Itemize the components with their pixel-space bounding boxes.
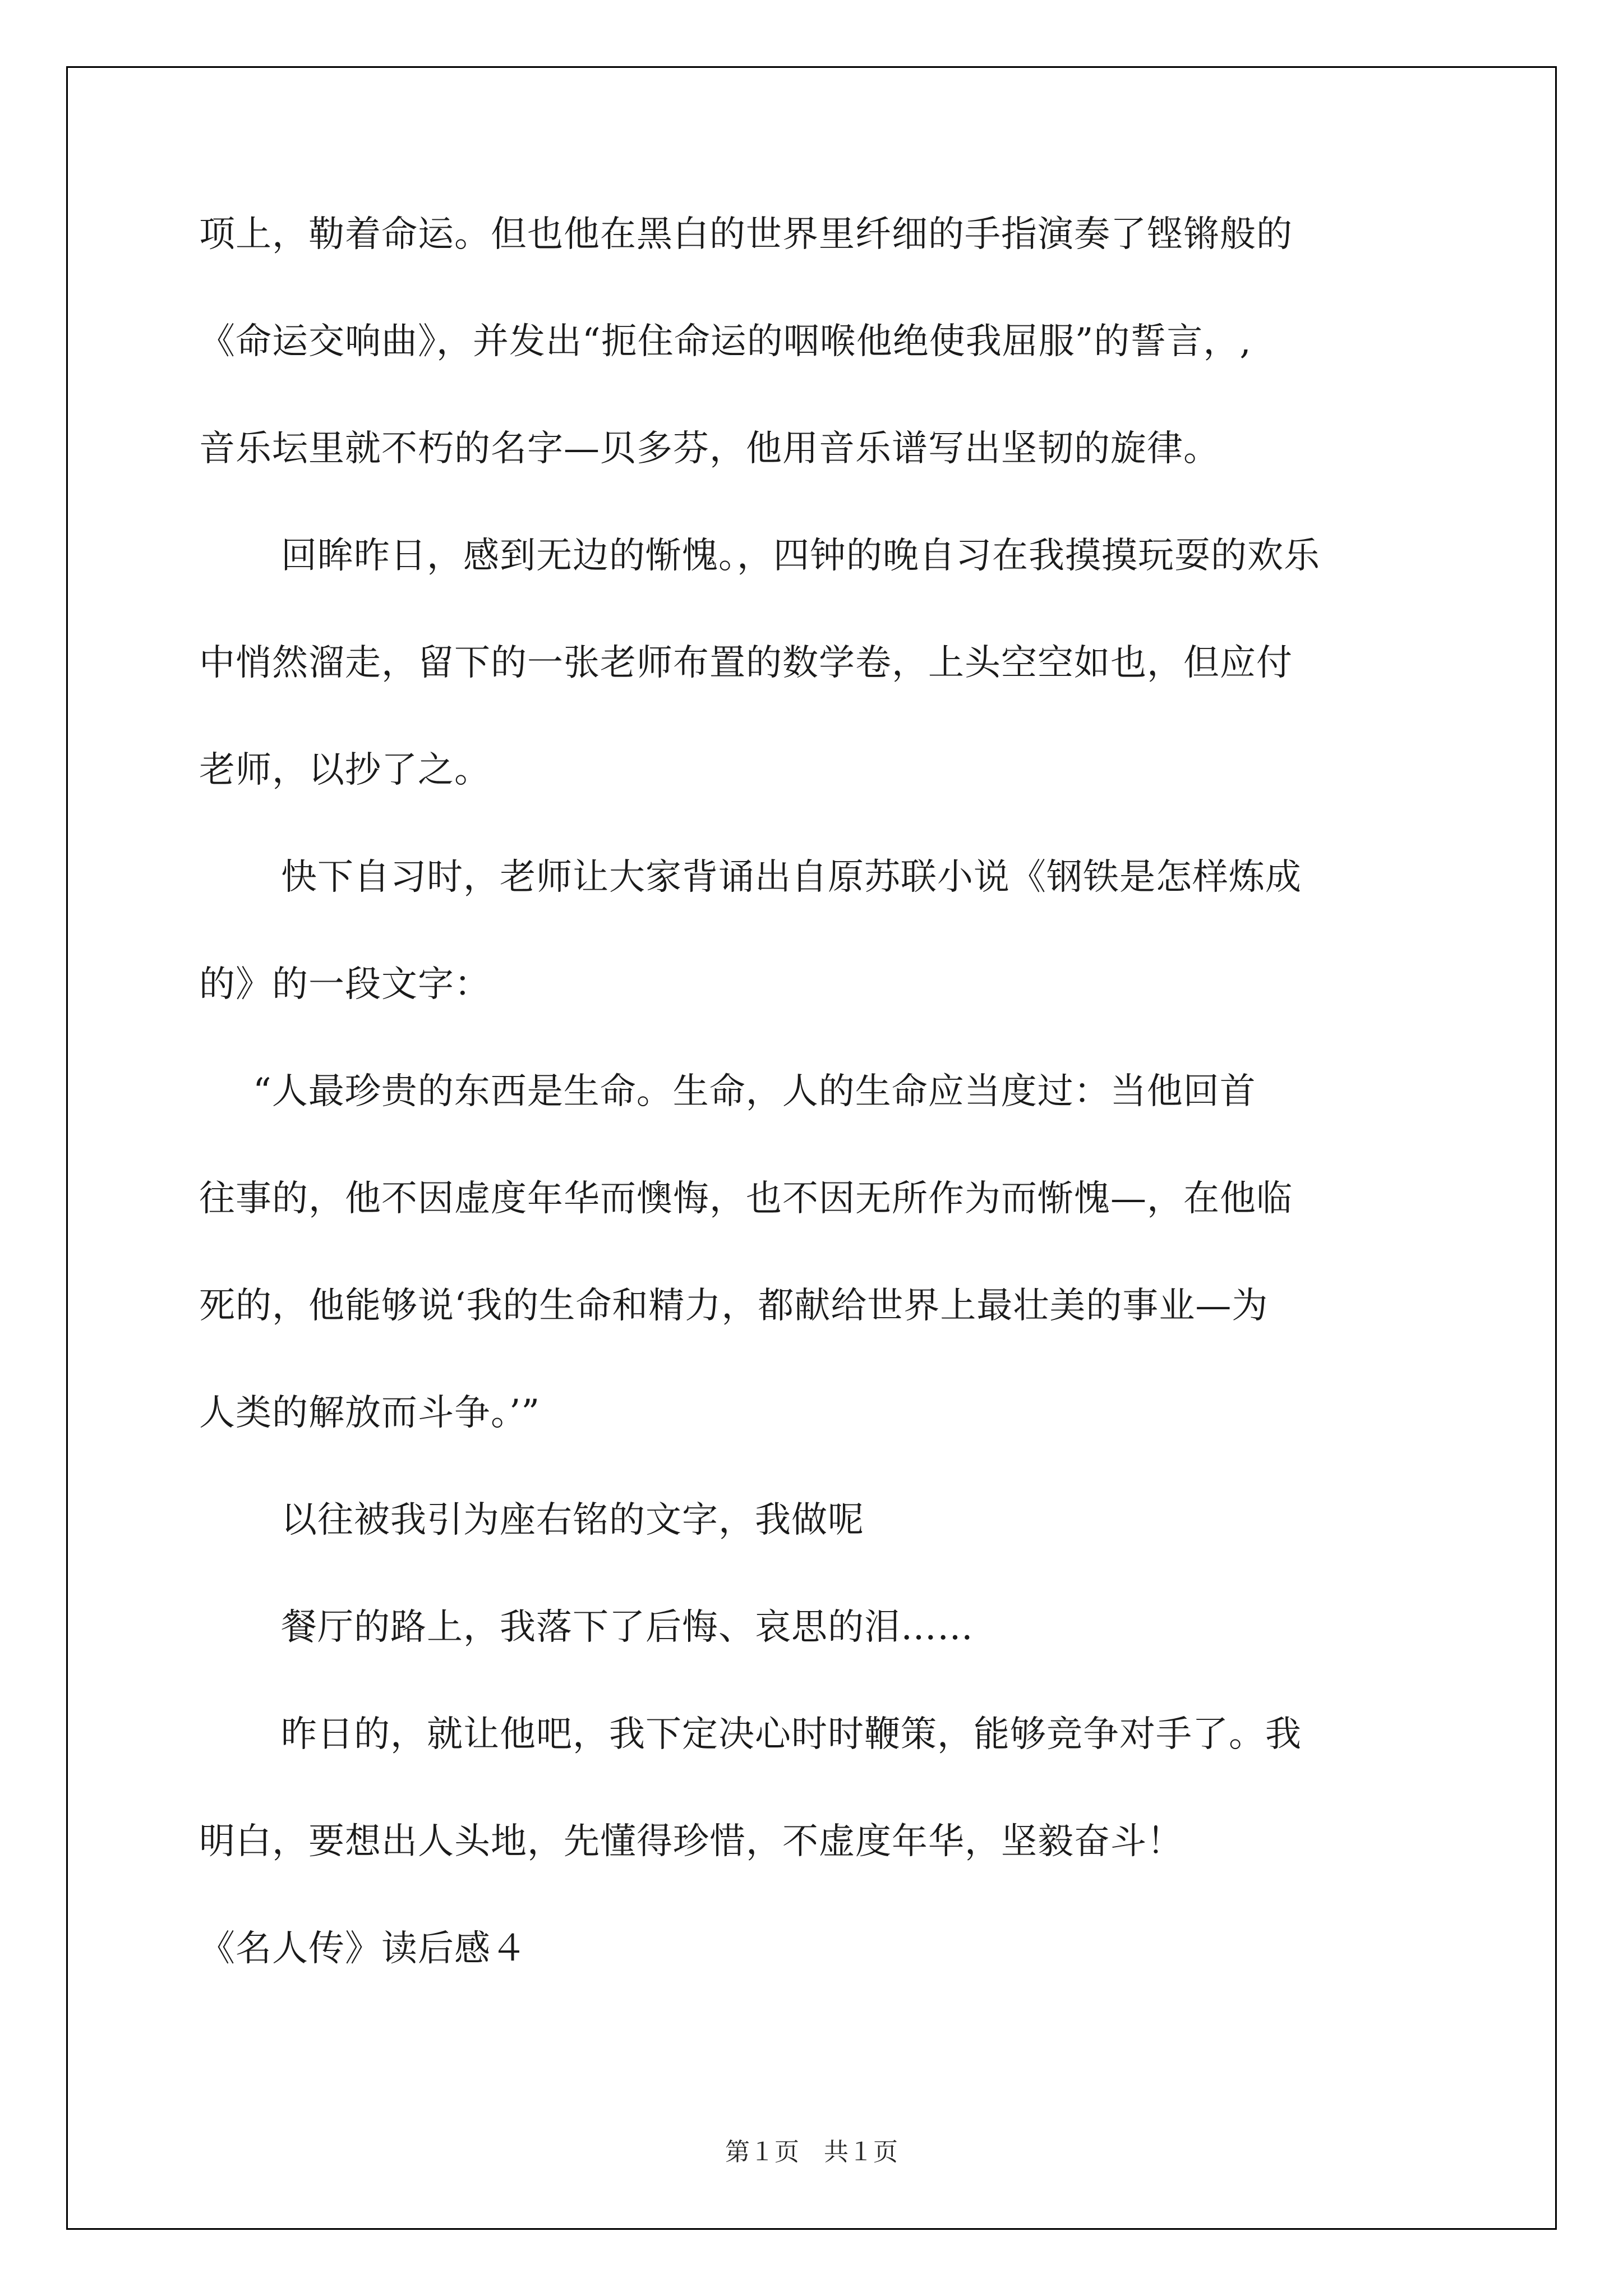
text-line: 死的，他能够说‘我的生命和精力，都献给世界上最壮美的事业—为 (199, 1285, 1269, 1327)
text-line: 《命运交响曲》，并发出“扼住命运的咽喉他绝使我屈服”的誓言，, (199, 321, 1252, 362)
text-line: “人最珍贵的东西是生命。生命，人的生命应当度过：当他回首 (253, 1071, 1256, 1112)
text-line: 明白，要想出人头地，先懂得珍惜，不虚度年华，坚毅奋斗！ (199, 1821, 1183, 1862)
page-border (66, 66, 1557, 2230)
text-line: 往事的，他不因虚度年华而懊悔，也不因无所作为而惭愧—，在他临 (199, 1178, 1293, 1220)
text-line: 音乐坛里就不朽的名字—贝多芬，他用音乐谱写出坚韧的旋律。 (199, 428, 1220, 470)
text-line: 餐厅的路上，我落下了后悔、哀思的泪…… (281, 1607, 974, 1648)
text-line: 回眸昨日，感到无边的惭愧。，四钟的晚自习在我摸摸玩耍的欢乐 (281, 535, 1320, 577)
text-line: 老师，以抄了之。 (199, 749, 491, 791)
text-line: 以往被我引为座右铭的文字，我做呢 (281, 1499, 864, 1541)
text-line: 的》的一段文字： (199, 964, 491, 1005)
text-line: 快下自习时，老师让大家背诵出自原苏联小说《钢铁是怎样炼成 (281, 857, 1302, 898)
page-footer: 第１页 共１页 (725, 2138, 898, 2166)
text-line: 中悄然溜走，留下的一张老师布置的数学卷，上头空空如也，但应付 (199, 642, 1293, 684)
text-line: 昨日的，就让他吧，我下定决心时时鞭策，能够竞争对手了。我 (281, 1714, 1302, 1755)
section-heading: 《名人传》读后感４ (199, 1928, 527, 1970)
text-line: 项上，勒着命运。但也他在黑白的世界里纤细的手指演奏了铿锵般的 (199, 214, 1293, 255)
text-line: 人类的解放而斗争。’” (199, 1392, 541, 1434)
